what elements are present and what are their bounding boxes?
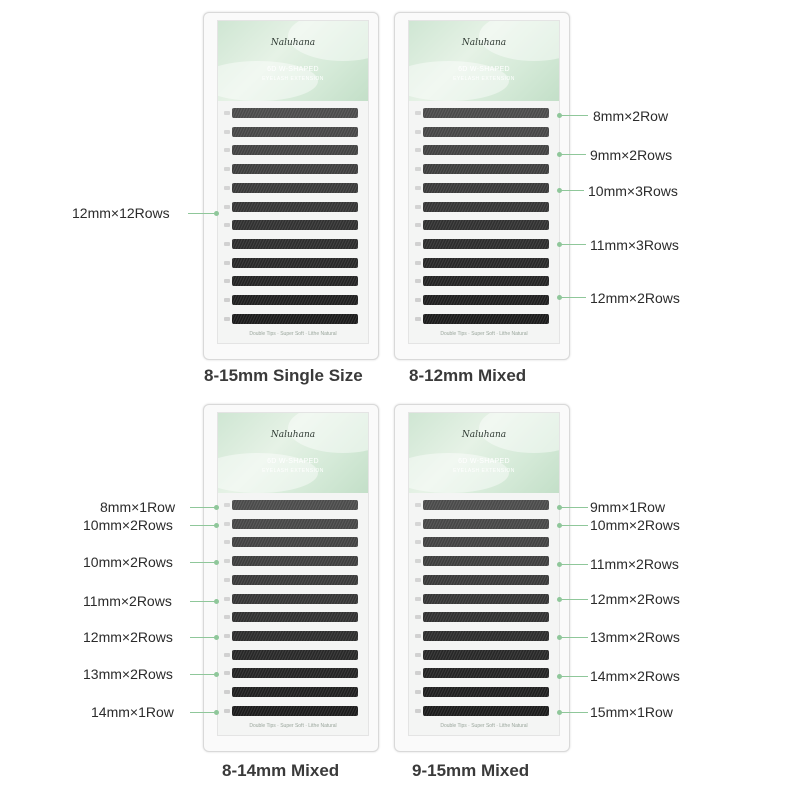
lash-strip [423,575,549,585]
callout-label: 14mm×2Rows [590,668,680,684]
lash-strip [423,164,549,174]
callout-label: 15mm×1Row [590,704,673,720]
lash-strip [423,706,549,716]
lash-strip [232,612,358,622]
callout-dot [214,211,219,216]
lash-strip [232,164,358,174]
callout-dot [214,505,219,510]
callout-dot [214,672,219,677]
callout-dot [214,710,219,715]
callout-label: 10mm×2Rows [83,554,173,570]
callout-label: 8mm×1Row [100,499,176,515]
callout-line [560,115,588,116]
callout-dot [214,599,219,604]
lash-strip [423,537,549,547]
lash-strip [232,556,358,566]
product-subtagline: EYELASH EXTENSION [262,468,324,474]
lash-strip [423,258,549,268]
panel-caption: 8-14mm Mixed [222,761,340,780]
card-header-art [409,413,559,493]
callout-label: 10mm×2Rows [590,517,680,533]
lash-strip [423,594,549,604]
product-tagline: 6D W-SHAPED [458,66,510,73]
lash-card [408,20,560,344]
lash-strip [232,706,358,716]
lash-strip [423,145,549,155]
lash-card [217,20,369,344]
panel-caption: 9-15mm Mixed [412,761,530,780]
callout-line [560,637,588,638]
brand-name: Naluhana [461,430,507,440]
callout-label: 14mm×1Row [91,704,174,720]
callout-dot [214,523,219,528]
callout-label: 13mm×2Rows [83,666,173,682]
callout-label: 10mm×2Rows [83,517,173,533]
lash-strip [232,687,358,697]
lash-strip [232,276,358,286]
brand-name: Naluhana [461,38,507,48]
lash-strip [423,127,549,137]
lash-strip [232,575,358,585]
callout-line [560,244,586,245]
callout-label: 11mm×2Rows [83,593,172,609]
callout-line [560,507,588,508]
lash-strip [423,519,549,529]
lash-strip [232,631,358,641]
lash-strip [232,258,358,268]
product-tagline: 6D W-SHAPED [267,66,319,73]
callout-label: 9mm×2Rows [590,147,673,163]
lash-strip [232,519,358,529]
lash-strip [232,220,358,230]
callout-label: 12mm×2Rows [590,290,680,306]
brand-name: Naluhana [270,430,316,440]
brand-name: Naluhana [270,38,316,48]
lash-strip [423,108,549,118]
callout-line [560,154,586,155]
lash-strip [423,612,549,622]
callout-label: 13mm×2Rows [590,629,680,645]
lash-strip [423,276,549,286]
panel-caption: 8-12mm Mixed [409,366,527,385]
lash-strip [232,314,358,324]
callout-label: 12mm×12Rows [72,205,170,221]
product-subtagline: EYELASH EXTENSION [453,76,515,82]
callout-line [560,525,588,526]
product-tagline: 6D W-SHAPED [267,458,319,465]
callout-label: 12mm×2Rows [590,591,680,607]
lash-strip [423,650,549,660]
callout-label: 10mm×3Rows [588,183,678,199]
lash-strip [232,202,358,212]
panel-caption: 8-15mm Single Size [204,366,363,385]
product-subtagline: EYELASH EXTENSION [453,468,515,474]
lash-strip [423,500,549,510]
lash-strip [232,537,358,547]
card-footer: Double Tips · Super Soft · Lithe Natural [249,331,337,337]
callout-line [560,297,586,298]
callout-label: 11mm×3Rows [590,237,679,253]
lash-card [408,412,560,736]
card-header-art [218,413,368,493]
card-footer: Double Tips · Super Soft · Lithe Natural [440,331,528,337]
card-header-art [409,21,559,101]
lash-strip [423,668,549,678]
callout-line [560,676,588,677]
lash-card [217,412,369,736]
lash-strip [232,594,358,604]
card-footer: Double Tips · Super Soft · Lithe Natural [249,723,337,729]
lash-strip [232,183,358,193]
lash-strip [423,239,549,249]
lash-strip [232,108,358,118]
product-tagline: 6D W-SHAPED [458,458,510,465]
callout-label: 11mm×2Rows [590,556,679,572]
lash-strip [232,239,358,249]
lash-strip [232,145,358,155]
lash-strip [232,650,358,660]
callout-line [560,564,588,565]
lash-strip [423,220,549,230]
card-footer: Double Tips · Super Soft · Lithe Natural [440,723,528,729]
lash-strip [232,295,358,305]
lash-strip [232,127,358,137]
callout-label: 12mm×2Rows [83,629,173,645]
callout-line [560,599,588,600]
card-header-art [218,21,368,101]
lash-strip [232,668,358,678]
lash-strip [423,202,549,212]
lash-strip [423,556,549,566]
callout-dot [214,560,219,565]
callout-label: 8mm×2Row [593,108,669,124]
lash-strip [423,183,549,193]
callout-label: 9mm×1Row [590,499,666,515]
lash-strip [423,687,549,697]
lash-strip [423,295,549,305]
product-subtagline: EYELASH EXTENSION [262,76,324,82]
callout-dot [214,635,219,640]
lash-strip [232,500,358,510]
callout-line [560,712,588,713]
callout-line [560,190,584,191]
lash-strip [423,631,549,641]
lash-strip [423,314,549,324]
